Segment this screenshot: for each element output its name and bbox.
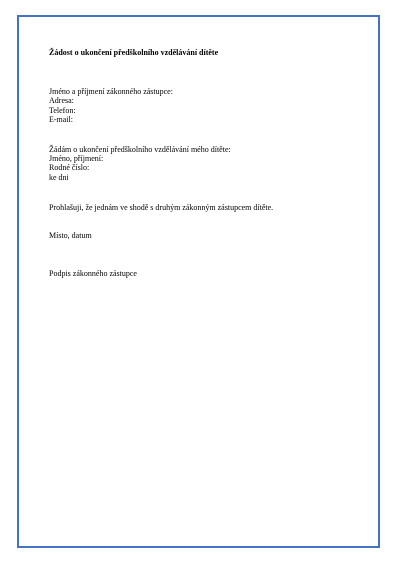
request-section	[49, 145, 359, 182]
request-intro: Žádám o ukončení předškolního vzdělávání mého dítěte:	[49, 145, 231, 155]
declaration-text: Prohlašuji, že jednám ve shodě s druhým zákonným zástupcem dítěte.	[49, 202, 274, 212]
document-content	[49, 48, 359, 278]
place-date-label: Místo, datum	[49, 231, 92, 241]
address-label: Adresa:	[49, 96, 74, 106]
representative-section	[49, 87, 359, 124]
birth-number-label: Rodné číslo:	[49, 163, 90, 173]
email-label: E-mail:	[49, 114, 73, 124]
signature-label: Podpis zákonného zástupce	[49, 269, 137, 279]
phone-label: Telefon:	[49, 105, 76, 115]
document-title: Žádost o ukončení předškolního vzdělávání dítěte	[49, 48, 219, 57]
child-name-label: Jméno, příjmení:	[49, 154, 104, 164]
date-label: ke dni	[49, 172, 69, 182]
representative-name-label: Jméno a příjmení zákonného zástupce:	[49, 87, 173, 97]
document-page	[17, 15, 380, 548]
